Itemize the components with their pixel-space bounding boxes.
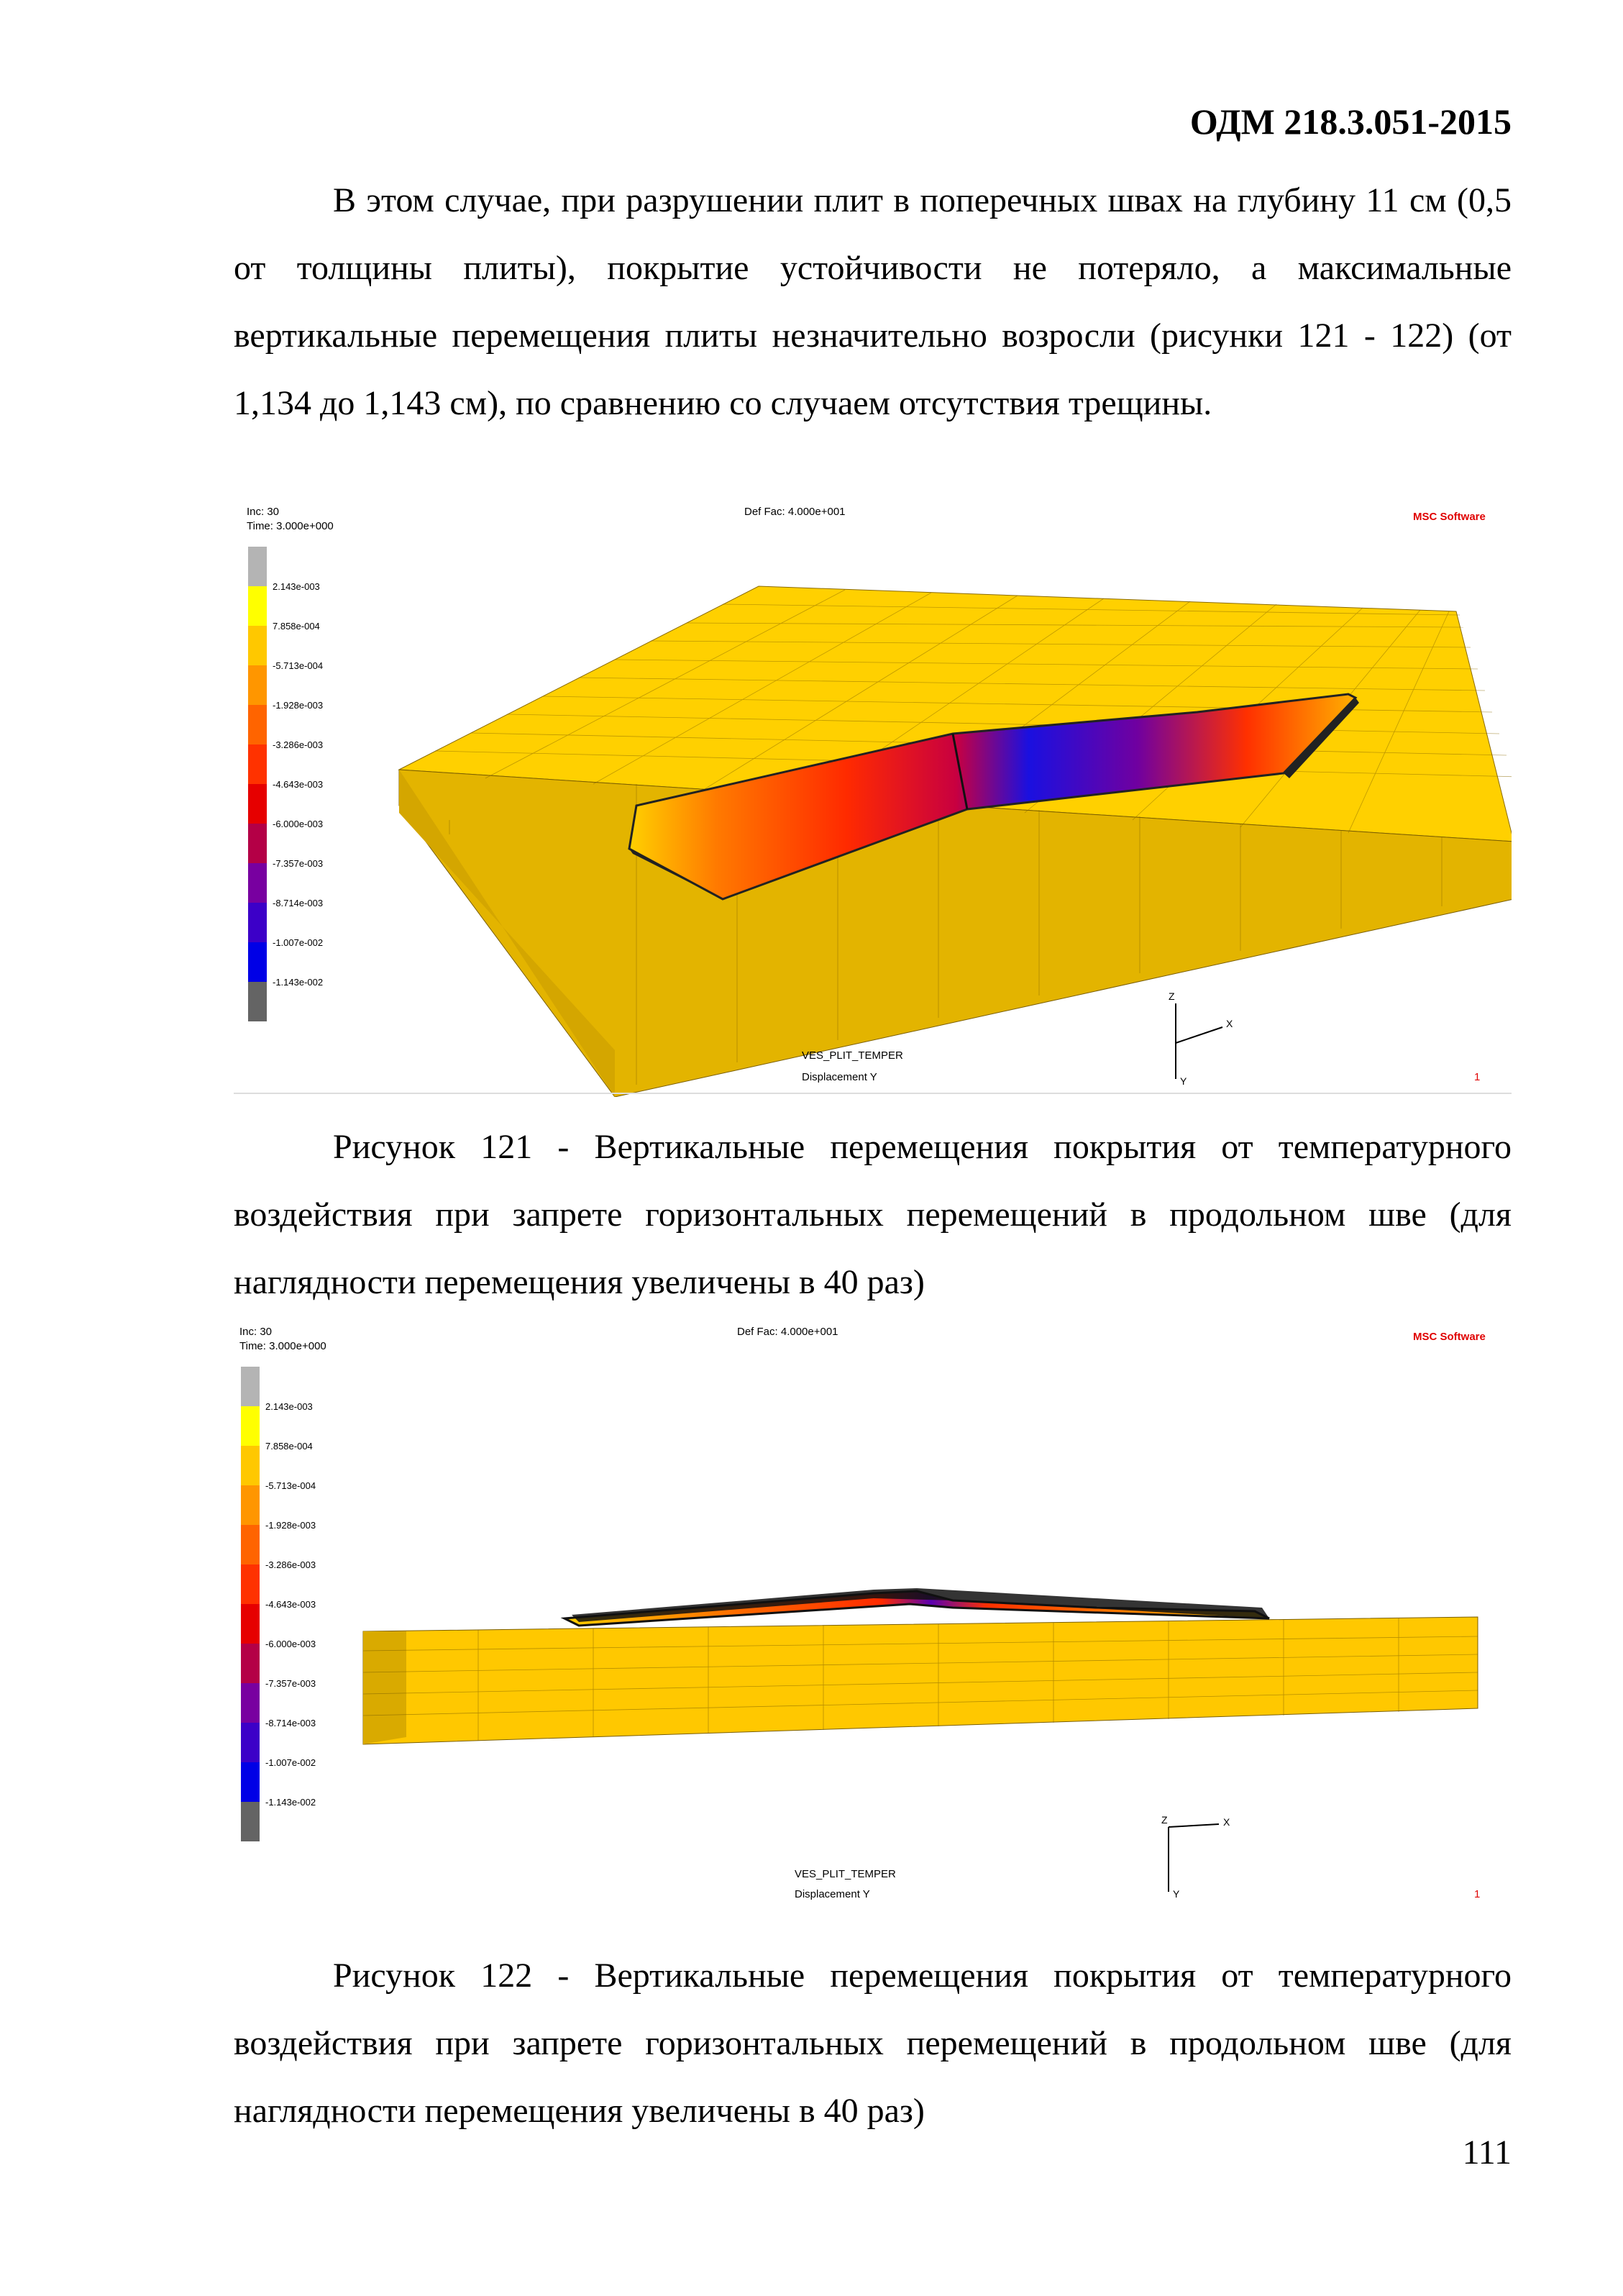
legend-swatch — [241, 1762, 260, 1802]
legend-swatch — [241, 1604, 260, 1644]
msc-logo — [1413, 511, 1486, 523]
axis-y-label: Y — [1180, 1075, 1187, 1087]
legend-swatch — [241, 1564, 260, 1604]
legend-swatch — [241, 1683, 260, 1723]
legend-swatch — [241, 1367, 260, 1406]
figure-121 — [234, 496, 1512, 1097]
axis-x-label: X — [1223, 1816, 1230, 1828]
legend-swatch — [248, 665, 267, 705]
job-name-label: VES_PLIT_TEMPER — [802, 1049, 903, 1062]
legend-label: -4.643e-003 — [273, 779, 324, 790]
legend-swatch — [248, 903, 267, 942]
inc-label: Inc: 30 — [239, 1326, 273, 1338]
legend-label: 2.143e-003 — [273, 581, 320, 592]
def-fac-label: Def Fac: 4.000e+001 — [744, 506, 846, 518]
fem-model-3d — [399, 586, 1512, 1097]
frame-number: 1 — [1474, 1071, 1481, 1083]
legend-label: -1.007e-002 — [265, 1757, 316, 1768]
quantity-label: Displacement Y — [795, 1888, 870, 1900]
legend-label: -1.143e-002 — [265, 1797, 316, 1808]
legend-swatch — [248, 942, 267, 982]
legend-label: 7.858e-004 — [273, 621, 320, 632]
legend-label: -1.007e-002 — [273, 937, 324, 948]
inc-label: Inc: 30 — [247, 506, 280, 518]
body-paragraph: В этом случае, при разрушении плит в поперечных швах на глубину 11 см (0,5 от толщины плиты), покрытие устойчивости не потеряло, а максимальные вертикальные перемещения плиты незначительно возросли (рисунки 121 - 122) (от 1,134 до 1,143 см), по сравнению со случаем отсутствия трещины. — [234, 181, 1512, 422]
figure-caption-122: Рисунок 122 - Вертикальные перемещения покрытия от температурного воздействия при запрете горизонтальных перемещений в продольном шве (для наглядности перемещения увеличены в 40 раз) — [234, 1956, 1512, 2130]
time-label: Time: 3.000e+000 — [239, 1340, 326, 1352]
color-legend — [241, 1367, 316, 1841]
legend-swatch — [241, 1446, 260, 1485]
axis-z-label: Z — [1161, 1814, 1168, 1826]
legend-swatch — [248, 626, 267, 665]
legend-swatch — [248, 547, 267, 586]
legend-swatch — [241, 1723, 260, 1762]
time-label: Time: 3.000e+000 — [247, 520, 334, 532]
axis-y-label: Y — [1173, 1888, 1180, 1900]
legend-swatch — [248, 824, 267, 863]
color-legend — [248, 547, 323, 1021]
legend-label: -5.713e-004 — [265, 1480, 316, 1491]
legend-swatch — [248, 784, 267, 824]
legend-swatch — [241, 1406, 260, 1446]
figure-122 — [234, 1316, 1512, 1921]
legend-swatch — [241, 1802, 260, 1841]
legend-label: -8.714e-003 — [273, 898, 324, 908]
legend-swatch — [241, 1525, 260, 1564]
legend-label: -3.286e-003 — [265, 1559, 316, 1570]
legend-label: -1.143e-002 — [273, 977, 324, 988]
legend-label: -7.357e-003 — [273, 858, 324, 869]
brand-label: MSC Software — [1413, 1331, 1486, 1343]
legend-swatch — [248, 982, 267, 1021]
legend-label: -1.928e-003 — [273, 700, 324, 711]
legend-label: -6.000e-003 — [273, 819, 324, 829]
msc-logo — [1413, 1331, 1486, 1343]
legend-label: -6.000e-003 — [265, 1639, 316, 1649]
figure-caption-121: Рисунок 121 - Вертикальные перемещения покрытия от температурного воздействия при запрете горизонтальных перемещений в продольном шве (для наглядности перемещения увеличены в 40 раз) — [234, 1128, 1512, 1301]
legend-swatch — [248, 863, 267, 903]
job-name-label: VES_PLIT_TEMPER — [795, 1868, 896, 1880]
quantity-label: Displacement Y — [802, 1071, 877, 1083]
legend-label: 7.858e-004 — [265, 1441, 313, 1452]
axis-z-label: Z — [1169, 990, 1175, 1002]
legend-label: -8.714e-003 — [265, 1718, 316, 1728]
axis-x-label: X — [1226, 1018, 1233, 1029]
frame-number: 1 — [1474, 1888, 1481, 1900]
legend-label: -4.643e-003 — [265, 1599, 316, 1610]
def-fac-label: Def Fac: 4.000e+001 — [737, 1326, 838, 1338]
legend-swatch — [248, 705, 267, 744]
legend-swatch — [248, 586, 267, 626]
axis-triad — [1176, 1003, 1222, 1079]
legend-label: -5.713e-004 — [273, 660, 324, 671]
legend-label: -7.357e-003 — [265, 1678, 316, 1689]
page-number: 111 — [1462, 2133, 1512, 2172]
brand-label: MSC Software — [1413, 511, 1486, 523]
legend-label: -3.286e-003 — [273, 739, 324, 750]
legend-label: -1.928e-003 — [265, 1520, 316, 1531]
legend-swatch — [248, 744, 267, 784]
fem-model-side — [363, 1588, 1478, 1744]
axis-triad — [1169, 1824, 1219, 1892]
legend-swatch — [241, 1485, 260, 1525]
legend-label: 2.143e-003 — [265, 1401, 313, 1412]
document-code: ОДМ 218.3.051-2015 — [1189, 101, 1512, 142]
legend-swatch — [241, 1644, 260, 1683]
